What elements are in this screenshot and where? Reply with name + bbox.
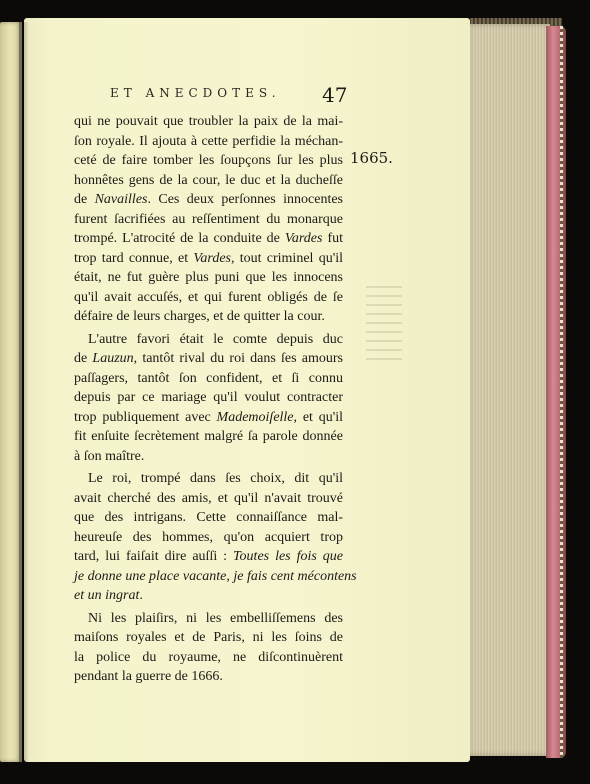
text-line: fit enſuite ſecrètement malgré ſa parole donnée	[74, 429, 343, 444]
margin-date: 1665.	[350, 149, 393, 167]
text-line: maiſons royales et de Paris, ni les ſoins de	[74, 630, 343, 645]
text-line: défaire de leurs charges, et de quitter la cour.	[74, 309, 325, 324]
text-line: de Navailles. Ces deux perſonnes innocentes	[74, 192, 343, 207]
text-line: était, ne fut guère plus puni que les innocens	[74, 270, 343, 285]
text-line: pendant la guerre de 1666.	[74, 669, 223, 684]
paragraph-2	[74, 330, 343, 467]
text-line: ceté de faire tomber les ſoupçons ſur les plus	[74, 153, 343, 168]
paragraph-3	[74, 469, 357, 606]
text-line: trompé. L'atrocité de la conduite de Vardes fut	[74, 231, 343, 246]
text-line: heureuſe des hommes, qu'on acquiert trop	[74, 529, 343, 545]
show-through-text	[366, 286, 402, 366]
paragraph-1	[74, 112, 343, 327]
text-line: tard, lui faiſait dire auſſi : Toutes les fois que	[74, 549, 343, 564]
text-line: trop publiquement avec Mademoiſelle, et qu'il	[74, 409, 344, 425]
text-line: paſſagers, tantôt ſon confident, et ſi connu	[74, 370, 343, 386]
text-line: à ſon maître.	[74, 448, 145, 464]
text-line: trop tard connue, et Vardes, tout criminel qu'il	[74, 250, 343, 266]
text-line: Ni les plaiſirs, ni les embelliſſemens des	[88, 610, 343, 626]
text-line: avait cherché des amis, et qu'il n'avait trouvé	[74, 490, 343, 506]
page-fore-edge	[464, 24, 550, 756]
text-line: depuis par ce mariage qu'il voulut contracter	[74, 390, 343, 405]
page-number: 47	[322, 83, 348, 107]
text-line: et un ingrat.	[74, 588, 143, 603]
text-line: je donne une place vacante, je fais cent mécontens	[74, 568, 357, 584]
text-line: la police du royaume, ne diſcontinuèrent	[74, 649, 343, 665]
text-line: L'autre favori était le comte depuis duc	[88, 331, 343, 347]
body-text	[74, 112, 357, 690]
text-line: de Lauzun, tantôt rival du roi dans ſes amours	[74, 351, 343, 366]
text-line: ſon royale. Il ajouta à cette perfidie la méchan-	[74, 133, 343, 149]
text-line: honnêtes gens de la cour, le duc et la ducheſſe	[74, 172, 343, 188]
paragraph-4	[74, 609, 343, 687]
text-line: furent ſacrifiées au reſſentiment du monarque	[74, 211, 343, 227]
book-binding-edge	[546, 26, 566, 758]
running-header: ET ANECDOTES.	[110, 86, 281, 100]
text-line: qui ne pouvait que troubler la paix de la mai-	[74, 114, 343, 129]
text-line: qu'il avait accuſés, et qui furent obligés de ſe	[74, 289, 343, 305]
text-line: Le roi, trompé dans ſes choix, dit qu'il	[88, 471, 343, 486]
text-line: que des intrigans. Cette connaiſſance mal-	[74, 510, 343, 525]
gutter-shadow	[19, 22, 29, 762]
